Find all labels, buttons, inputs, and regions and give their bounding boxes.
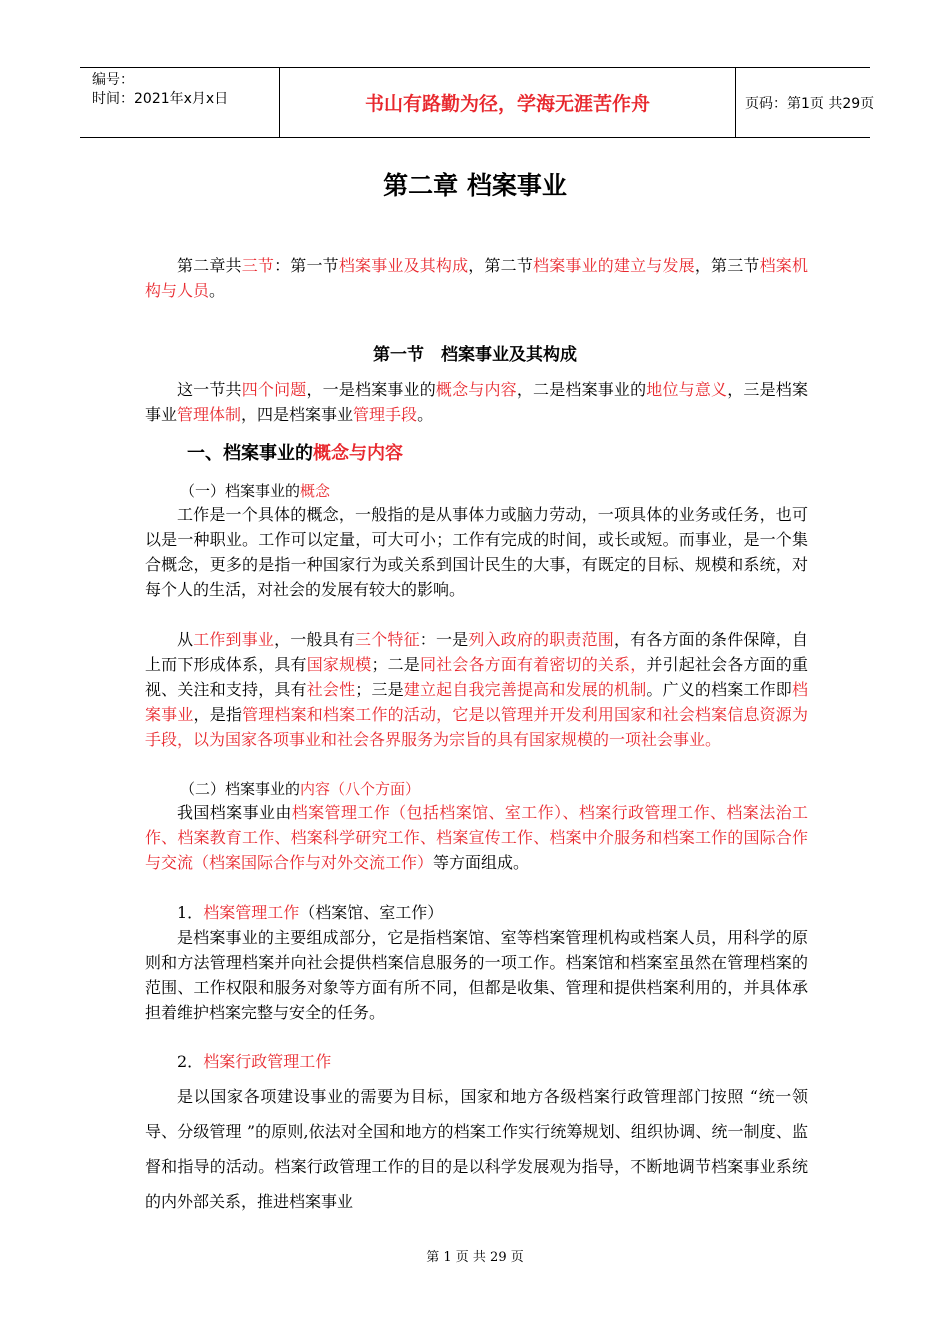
item-archive-administration: 2．档案行政管理工作 (177, 1052, 332, 1071)
heading-concept: （一）档案事业的概念 (180, 482, 331, 500)
header-page-info: 页码：第1页 共29页 (745, 95, 875, 112)
number-label: 编号： (92, 72, 134, 88)
paragraph-archive-administration: 是以国家各项建设事业的需要为目标，国家和地方各级档案行政管理部门按照 “统一领导、分级管理 ”的原则,依法对全国和地方的档案工作实行统筹规划、组织协调、统一制度、监督和指导的活动。档案行政管理工作的目的是以科学发展观为指导，不断地调节档案事业系统的内外部关系，推进档案事业 (145, 1087, 808, 1211)
section-intro: 这一节共四个问题，一是档案事业的概念与内容，二是档案事业的地位与意义，三是档案事业管理体制，四是档案事业管理手段。 (145, 380, 808, 424)
chapter-title: 第二章 档案事业 (383, 171, 567, 200)
section-title: 第一节 档案事业及其构成 (373, 345, 577, 365)
heading-concept-content: 一、档案事业的概念与内容 (187, 443, 403, 464)
chapter-intro: 第二章共三节：第一节档案事业及其构成，第二节档案事业的建立与发展，第三节档案机构与人员。 (145, 256, 808, 300)
header-meta (80, 68, 280, 137)
header-motto: 书山有路勤为径，学海无涯苦作舟 (280, 68, 736, 137)
heading-content: （二）档案事业的内容（八个方面） (180, 780, 421, 798)
header-table (80, 67, 875, 138)
time-label: 时间：2021年x月x日 (92, 91, 229, 107)
paragraph-eight-aspects: 我国档案事业由档案管理工作（包括档案馆、室工作）、档案行政管理工作、档案法治工作、档案教育工作、档案科学研究工作、档案宣传工作、档案中介服务和档案工作的国际合作与交流（档案国际合作与对外交流工作）等方面组成。 (145, 803, 808, 872)
paragraph-archive-management: 是档案事业的主要组成部分，它是指档案馆、室等档案管理机构或档案人员，用科学的原则和方法管理档案并向社会提供档案信息服务的一项工作。档案馆和档案室虽然在管理档案的范围、工作权限和服务对象等方面有所不同，但都是收集、管理和提供档案利用的，并具体承担着维护档案完整与安全的任务。 (145, 928, 808, 1022)
page-footer: 第 1 页 共 29 页 (426, 1250, 524, 1265)
item-archive-management: 1．档案管理工作（档案馆、室工作） (177, 903, 444, 922)
paragraph-three-features: 从工作到事业，一般具有三个特征：一是列入政府的职责范围，有各方面的条件保障，自上而下形成体系，具有国家规模；二是同社会各方面有着密切的关系，并引起社会各方面的重视、关注和支持，具有社会性；三是建立起自我完善提高和发展的机制。广义的档案工作即档案事业，是指管理档案和档案工作的活动，它是以管理并开发利用国家和社会档案信息资源为手段，以为国家各项事业和社会各界服务为宗旨的具有国家规模的一项社会事业。 (145, 630, 808, 749)
paragraph-work-vs-career: 工作是一个具体的概念，一般指的是从事体力或脑力劳动，一项具体的业务或任务，也可以是一种职业。工作可以定量，可大可小；工作有完成的时间，或长或短。而事业，是一个集合概念，更多的是指一种国家行为或关系到国计民生的大事，有既定的目标、规模和系统，对每个人的生活，对社会的发展有较大的影响。 (145, 505, 808, 599)
